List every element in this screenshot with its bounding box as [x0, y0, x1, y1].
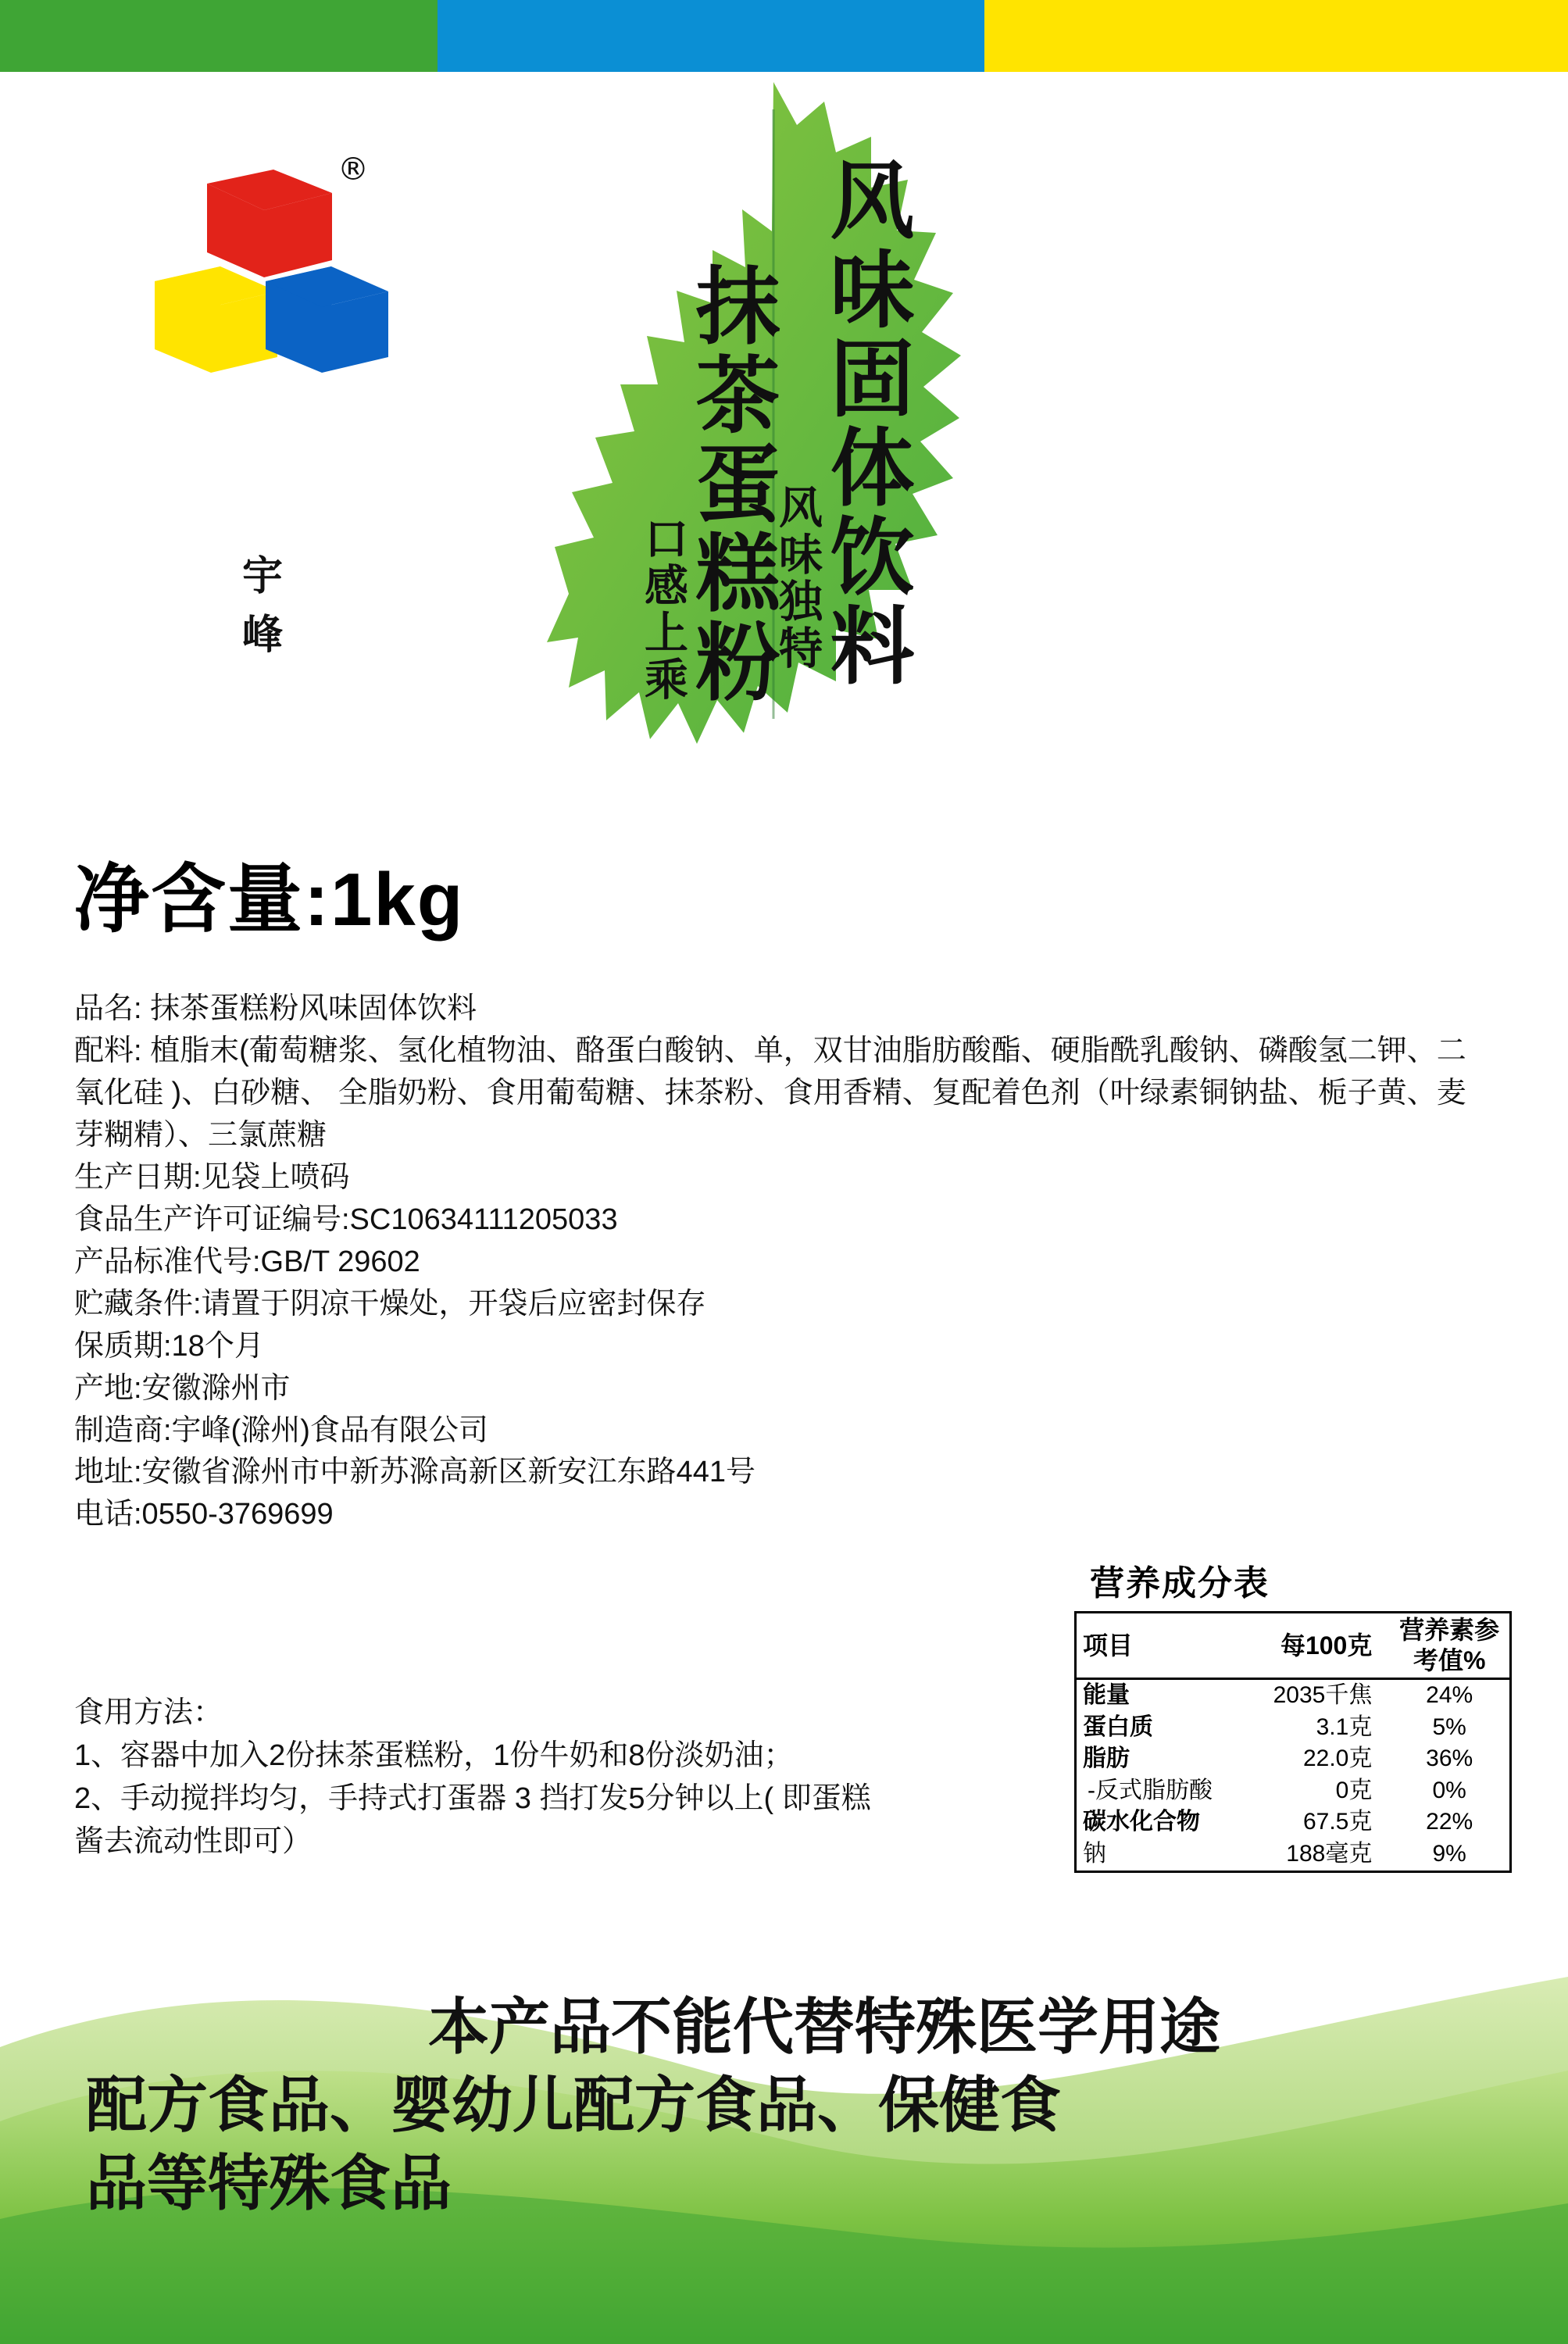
table-row [1076, 1712, 1511, 1744]
info-license: 食品生产许可证编号:SC10634111205033 [74, 1202, 618, 1236]
nutrition-amount-2: 22.0克 [1302, 1745, 1373, 1772]
regulatory-warning [86, 1988, 1516, 2222]
top-bar-yellow [984, 0, 1568, 72]
info-address: 地址:安徽省滁州市中新苏滁高新区新安江东路441号 [74, 1456, 755, 1489]
nutrition-amount-5: 188毫克 [1286, 1841, 1373, 1867]
table-row [1076, 1679, 1511, 1712]
product-title-block [547, 94, 1000, 977]
brand-name: 宇峰 [242, 554, 323, 658]
title-side-left: 口感上乘 [638, 516, 688, 703]
nutrition-header-amount: 每100克 [1235, 1613, 1389, 1679]
nutrition-title: 营养成分表 [1090, 1564, 1270, 1603]
table-row [1076, 1806, 1511, 1838]
top-bar-blue [438, 0, 984, 72]
nutrition-amount-0: 2035千焦 [1273, 1682, 1373, 1709]
table-row [1076, 1838, 1511, 1871]
info-origin: 产地:安徽滁州市 [74, 1371, 291, 1405]
usage-step-1: 1、容器中加入2份抹茶蛋糕粉，1份牛奶和8份淡奶油； [74, 1739, 794, 1773]
net-weight: 净含量:1kg [74, 858, 465, 942]
nutrition-nrv-5: 9% [1432, 1841, 1466, 1867]
info-phone: 电话:0550-3769699 [74, 1498, 334, 1531]
nutrition-amount-3: 0克 [1335, 1777, 1373, 1803]
nutrition-nrv-1: 5% [1432, 1713, 1466, 1740]
usage-block [74, 1692, 879, 1863]
nutrition-nrv-3: 0% [1432, 1777, 1466, 1803]
product-info-block [74, 988, 1466, 1536]
nutrition-amount-1: 3.1克 [1316, 1713, 1373, 1740]
usage-heading: 食用方法： [74, 1696, 223, 1729]
title-side-right: 风味独特 [772, 484, 823, 672]
warning-line-3: 品等特殊食品 [86, 2148, 452, 2217]
nutrition-header-nrv: 营养素参考值% [1389, 1613, 1510, 1679]
nutrition-header-item: 项目 [1076, 1613, 1236, 1679]
nutrition-nrv-4: 22% [1426, 1809, 1473, 1835]
nutrition-item-2: 脂肪 [1083, 1745, 1130, 1772]
nutrition-nrv-2: 36% [1426, 1745, 1473, 1772]
info-standard: 产品标准代号:GB/T 29602 [74, 1245, 420, 1278]
nutrition-item-5: 钠 [1083, 1841, 1106, 1867]
info-ingredients: 配料: 植脂末(葡萄糖浆、氢化植物油、酪蛋白酸钠、单，双甘油脂肪酸酯、硬脂酰乳酸钠、磷酸氢二钾、二氧化硅 )、白砂糖、 全脂奶粉、食用葡萄糖、抹茶粉、食用香精、复配着色剂（叶绿素铜钠盐、栀子黄、麦芽糊精）、三氯蔗糖 [74, 1034, 1466, 1152]
usage-step-2: 2、手动搅拌均匀，手持式打蛋器 3 挡打发5分钟以上( 即蛋糕酱去流动性即可） [74, 1782, 871, 1859]
warning-line-1: 本产品不能代替特殊医学用途 [427, 1992, 1220, 2061]
info-shelf-life: 保质期:18个月 [74, 1329, 264, 1363]
info-storage: 贮藏条件:请置于阴凉干燥处，开袋后应密封保存 [74, 1287, 706, 1320]
info-manufacturer: 制造商:宇峰(滁州)食品有限公司 [74, 1413, 488, 1447]
nutrition-amount-4: 67.5克 [1302, 1809, 1373, 1835]
title-main-line2: 抹茶蛋糕粉 [681, 262, 779, 707]
logo-cube-icon [133, 152, 391, 465]
nutrition-nrv-0: 24% [1426, 1682, 1473, 1709]
nutrition-facts [1074, 1555, 1520, 1873]
nutrition-item-0: 能量 [1083, 1682, 1130, 1709]
nutrition-item-4: 碳水化合物 [1083, 1809, 1200, 1835]
warning-line-2: 配方食品、婴幼儿配方食品、保健食 [86, 2070, 1062, 2139]
info-production-date: 生产日期:见袋上喷码 [74, 1160, 350, 1194]
registered-mark: ® [338, 152, 369, 188]
table-row [1076, 1743, 1511, 1775]
brand-logo [133, 152, 391, 658]
nutrition-item-1: 蛋白质 [1083, 1713, 1153, 1740]
table-row [1076, 1775, 1511, 1807]
top-bar-green [0, 0, 438, 72]
title-main-line1: 风味固体饮料 [816, 156, 913, 691]
nutrition-header-row [1076, 1613, 1511, 1679]
info-product-name: 品名: 抹茶蛋糕粉风味固体饮料 [74, 992, 477, 1025]
nutrition-item-3: -反式脂肪酸 [1088, 1777, 1213, 1803]
nutrition-table [1074, 1611, 1512, 1873]
